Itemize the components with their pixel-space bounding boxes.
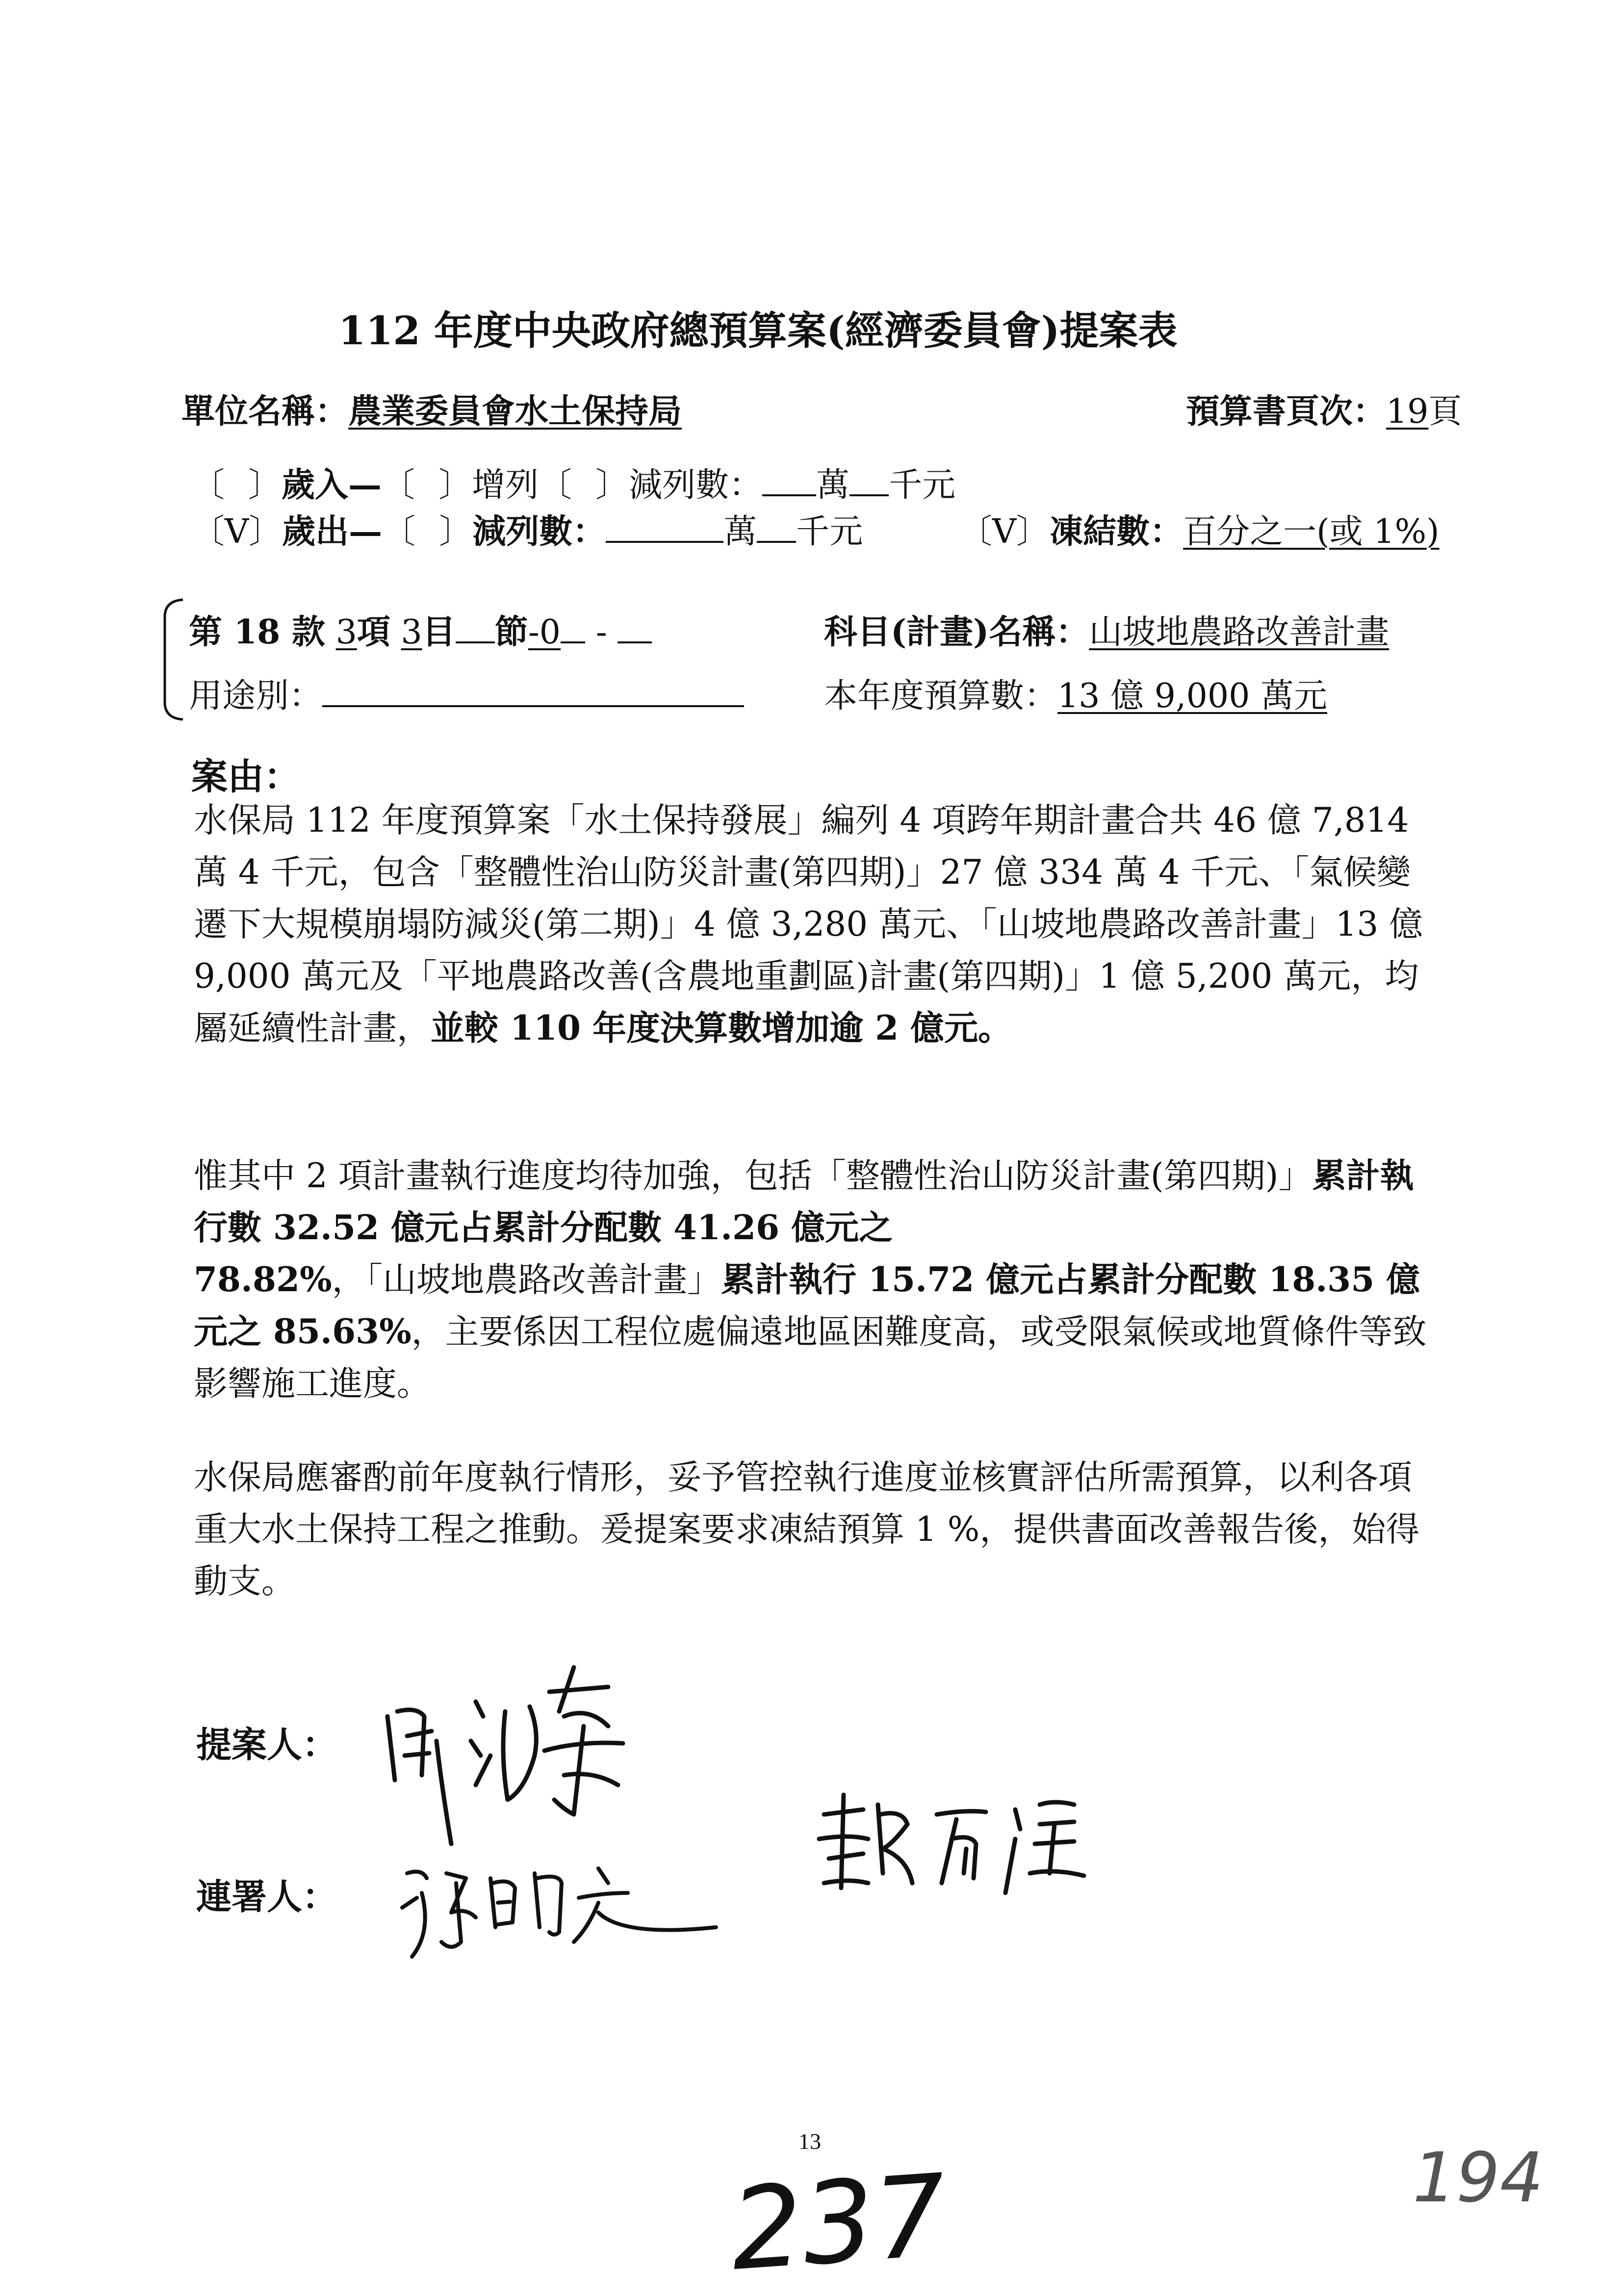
paragraph-2-b2: 累計執行 15.72 億元占累計分配數 18.35 億元之 85.63% bbox=[194, 1260, 1420, 1352]
budget-row bbox=[824, 669, 1327, 717]
expense-label: 歲出— bbox=[282, 512, 383, 551]
income-decrease-label: 減列數： bbox=[629, 466, 763, 505]
income-label: 歲入— bbox=[282, 465, 382, 505]
item-code: -0 bbox=[528, 613, 561, 652]
subject-row bbox=[824, 606, 1389, 653]
expense-qian-blank bbox=[757, 509, 796, 543]
cosigner-signature-2 bbox=[809, 1785, 1143, 1908]
expense-wan-blank bbox=[606, 509, 723, 543]
paragraph-1 bbox=[194, 794, 1430, 1054]
income-qian-unit: 千元 bbox=[889, 466, 956, 505]
mu-value: 3 bbox=[401, 613, 422, 652]
paragraph-2-t1: 惟其中 2 項計畫執行進度均待加強，包括「整體性治山防災計畫(第四期)」 bbox=[194, 1156, 1312, 1196]
proposer-signature bbox=[378, 1658, 652, 1863]
page-number: 13 bbox=[798, 2129, 821, 2154]
xiang-value: 3 bbox=[335, 613, 357, 652]
budget-value: 13 億 9,000 萬元 bbox=[1057, 677, 1328, 715]
paragraph-3-text: 水保局應審酌前年度執行情形，妥予管控執行進度並核實評估所需預算，以利各項重大水土保持工程之推動。爰提案要求凍結預算 1 %，提供書面改善報告後，始得動支。 bbox=[194, 1458, 1420, 1601]
expense-decrease-checkbox: 〔 〕 bbox=[382, 512, 473, 551]
cosigner-label: 連署人： bbox=[196, 1876, 338, 1917]
usage-label: 用途別： bbox=[189, 677, 323, 715]
usage-row bbox=[189, 669, 744, 717]
subject-value: 山坡地農路改善計畫 bbox=[1089, 613, 1389, 652]
item-row bbox=[189, 606, 652, 653]
xiang-label: 項 bbox=[357, 612, 390, 652]
freeze-label: 凍結數： bbox=[1050, 512, 1183, 551]
paragraph-3 bbox=[194, 1452, 1430, 1607]
unit-row bbox=[181, 385, 682, 433]
handwritten-corner-number: 194 bbox=[1413, 2138, 1544, 2218]
jie-label: 節 bbox=[494, 612, 528, 652]
reason-heading: 案由： bbox=[191, 756, 300, 798]
cosigner-signature-1 bbox=[392, 1844, 726, 1971]
jie-blank bbox=[456, 610, 495, 643]
page-ref-suffix: 頁 bbox=[1428, 392, 1462, 431]
usage-blank bbox=[322, 673, 744, 707]
budget-label: 本年度預算數： bbox=[824, 677, 1058, 715]
income-checkbox: 〔 〕 bbox=[191, 466, 282, 505]
expense-qian-unit: 千元 bbox=[796, 512, 863, 551]
income-row bbox=[191, 459, 955, 506]
page-ref-value: 19 bbox=[1386, 392, 1429, 431]
freeze-row bbox=[959, 505, 1440, 553]
paragraph-1-text: 水保局 112 年度預算案「水土保持發展」編列 4 項跨年期計畫合共 46 億 7,814 萬 4 千元，包含「整體性治山防災計畫(第四期)」27 億 334 萬 4 千元、「氣候變遷下大規模崩塌防減災(第二期)」4 億 3,280 萬元、「山坡地農路改善計畫」13 億 9,000 萬元及「平地農路改善(含農地重劃區)計畫(第四期)」1 億 5,200 萬元，均屬延續性計畫， bbox=[194, 801, 1423, 1048]
freeze-checkbox: 〔V〕 bbox=[959, 512, 1050, 551]
income-wan-blank bbox=[762, 462, 816, 496]
paragraph-2 bbox=[194, 1150, 1430, 1410]
subject-label: 科目(計畫)名稱： bbox=[824, 612, 1089, 652]
paragraph-2-b1: 累計執行數 32.52 億元占累計分配數 41.26 億元之 78.82% bbox=[194, 1156, 1414, 1300]
expense-wan-unit: 萬 bbox=[723, 512, 757, 551]
income-qian-blank bbox=[849, 462, 889, 496]
expense-checkbox: 〔V〕 bbox=[191, 512, 283, 551]
decrease-checkbox: 〔 〕 bbox=[539, 466, 629, 505]
bracket bbox=[156, 596, 190, 723]
increase-label: 增列 bbox=[472, 466, 539, 505]
unit-label: 單位名稱： bbox=[181, 392, 349, 431]
handwritten-number: 237 bbox=[726, 2150, 951, 2296]
income-wan-unit: 萬 bbox=[816, 466, 850, 505]
document-title: 112 年度中央政府總預算案(經濟委員會)提案表 bbox=[338, 307, 1178, 354]
paragraph-2-t3: ，主要係因工程位處偏遠地區困難度高，或受限氣候或地質條件等致影響施工進度。 bbox=[194, 1312, 1427, 1403]
kuan-label: 第 18 款 bbox=[189, 612, 325, 652]
dash-blank bbox=[617, 610, 652, 643]
code-blank bbox=[561, 610, 585, 643]
increase-checkbox: 〔 〕 bbox=[382, 466, 472, 505]
expense-decrease-label: 減列數： bbox=[472, 512, 606, 551]
paragraph-2-t2: ，「山坡地農路改善計畫」 bbox=[332, 1260, 721, 1300]
expense-row bbox=[191, 505, 863, 553]
unit-value: 農業委員會水土保持局 bbox=[348, 392, 682, 431]
mu-label: 目 bbox=[422, 612, 456, 652]
freeze-value: 百分之一(或 1%) bbox=[1183, 512, 1440, 551]
page-ref-label: 預算書頁次： bbox=[1186, 392, 1387, 431]
proposer-label: 提案人： bbox=[196, 1724, 338, 1765]
page-ref bbox=[1186, 385, 1462, 433]
item-dash: - bbox=[595, 613, 607, 652]
paragraph-1-bold: 並較 110 年度決算數增加逾 2 億元。 bbox=[431, 1008, 1012, 1048]
